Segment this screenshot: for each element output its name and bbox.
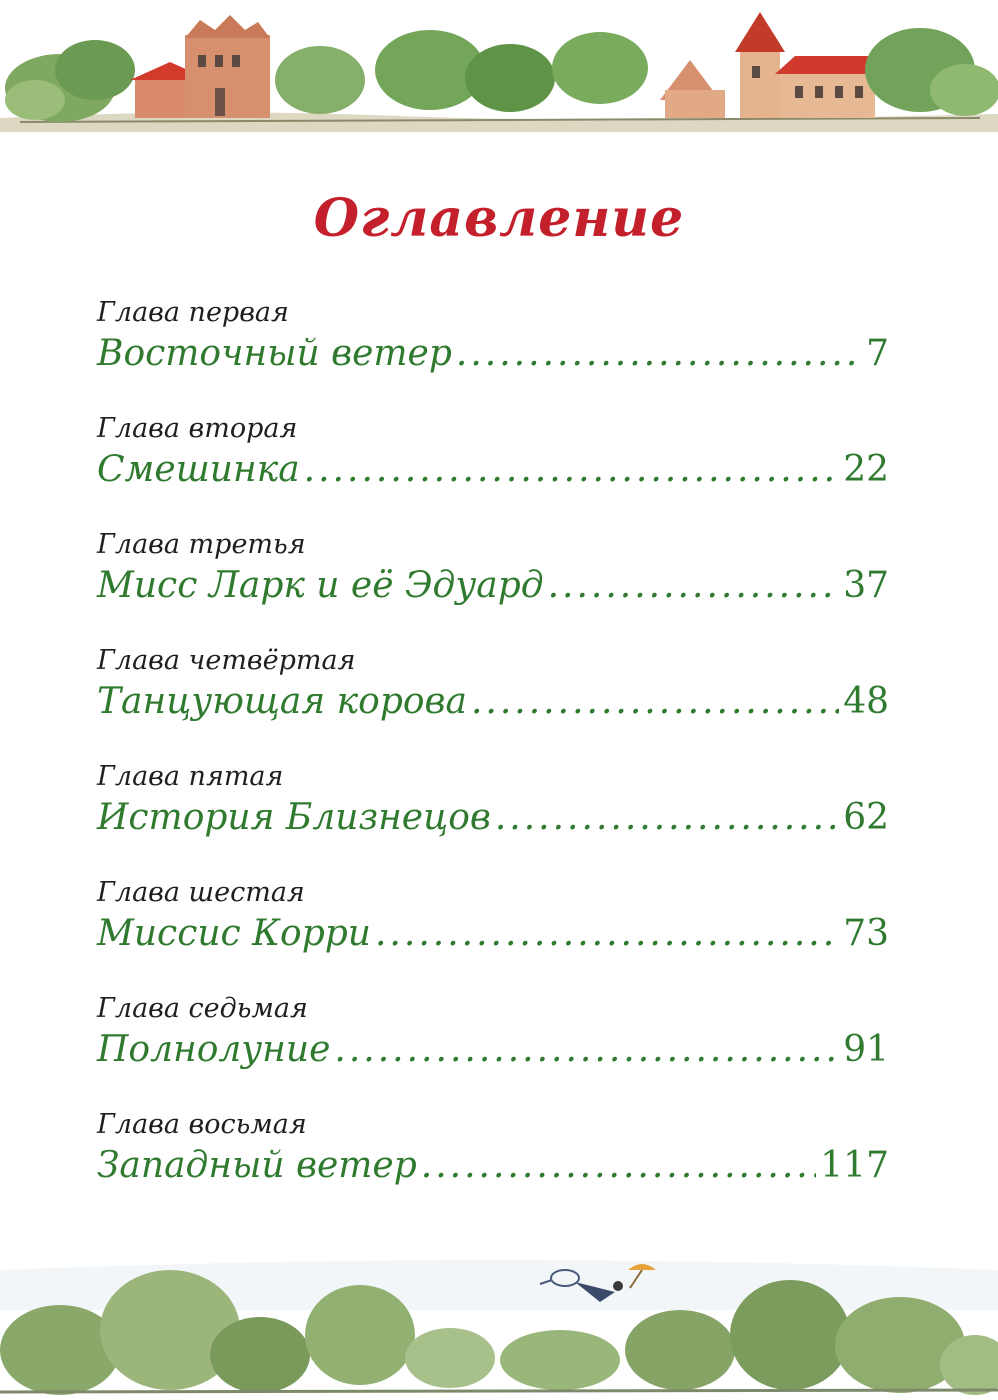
- dot-leader: [495, 794, 839, 842]
- chapter-line[interactable]: [97, 330, 889, 378]
- chapter-number: Глава шестая: [97, 877, 305, 908]
- chapter-number: Глава седьмая: [97, 993, 308, 1024]
- chapter-line[interactable]: [97, 794, 889, 842]
- chapter-title: Западный ветер: [97, 1145, 417, 1186]
- toc-entry[interactable]: [97, 296, 889, 412]
- chapter-line[interactable]: [97, 446, 889, 494]
- chapter-number: Глава четвёртая: [97, 645, 356, 676]
- page-number: 91: [843, 1029, 889, 1070]
- chapter-number: Глава вторая: [97, 413, 298, 444]
- page-number: 62: [843, 797, 889, 838]
- chapter-title: Восточный ветер: [97, 333, 452, 374]
- dot-leader: [375, 910, 839, 958]
- page-number: 22: [843, 449, 889, 490]
- dot-leader: [304, 446, 840, 494]
- page-number: 117: [820, 1145, 889, 1186]
- toc-entry[interactable]: [97, 528, 889, 644]
- chapter-title: Полнолуние: [97, 1029, 331, 1070]
- chapter-number: Глава третья: [97, 529, 306, 560]
- dot-leader: [421, 1142, 817, 1190]
- dot-leader: [471, 678, 839, 726]
- toc-entry[interactable]: [97, 876, 889, 992]
- chapter-title: Танцующая корова: [97, 681, 467, 722]
- toc-list: [97, 296, 889, 1224]
- chapter-title: Смешинка: [97, 449, 300, 490]
- toc-entry[interactable]: [97, 644, 889, 760]
- toc-entry[interactable]: [97, 412, 889, 528]
- chapter-title: Миссис Корри: [97, 913, 371, 954]
- dot-leader: [456, 330, 862, 378]
- chapter-line[interactable]: [97, 678, 889, 726]
- page-title: Оглавление: [313, 188, 685, 249]
- dot-leader: [334, 1026, 839, 1074]
- chapter-number: Глава восьмая: [97, 1109, 307, 1140]
- chapter-line[interactable]: [97, 1142, 889, 1190]
- toc-entry[interactable]: [97, 760, 889, 876]
- trees-flying-nanny-illustration: [0, 1240, 998, 1400]
- page-number: 7: [866, 333, 889, 374]
- chapter-title: История Близнецов: [97, 797, 491, 838]
- page-number: 37: [843, 565, 889, 606]
- page-number: 48: [843, 681, 889, 722]
- page-number: 73: [843, 913, 889, 954]
- town-landscape-illustration: [0, 0, 998, 150]
- toc-entry[interactable]: [97, 992, 889, 1108]
- chapter-title: Мисс Ларк и её Эдуард: [97, 565, 544, 606]
- chapter-line[interactable]: [97, 562, 889, 610]
- chapter-number: Глава пятая: [97, 761, 284, 792]
- chapter-line[interactable]: [97, 910, 889, 958]
- toc-entry[interactable]: [97, 1108, 889, 1224]
- chapter-number: Глава первая: [97, 297, 289, 328]
- chapter-line[interactable]: [97, 1026, 889, 1074]
- dot-leader: [548, 562, 840, 610]
